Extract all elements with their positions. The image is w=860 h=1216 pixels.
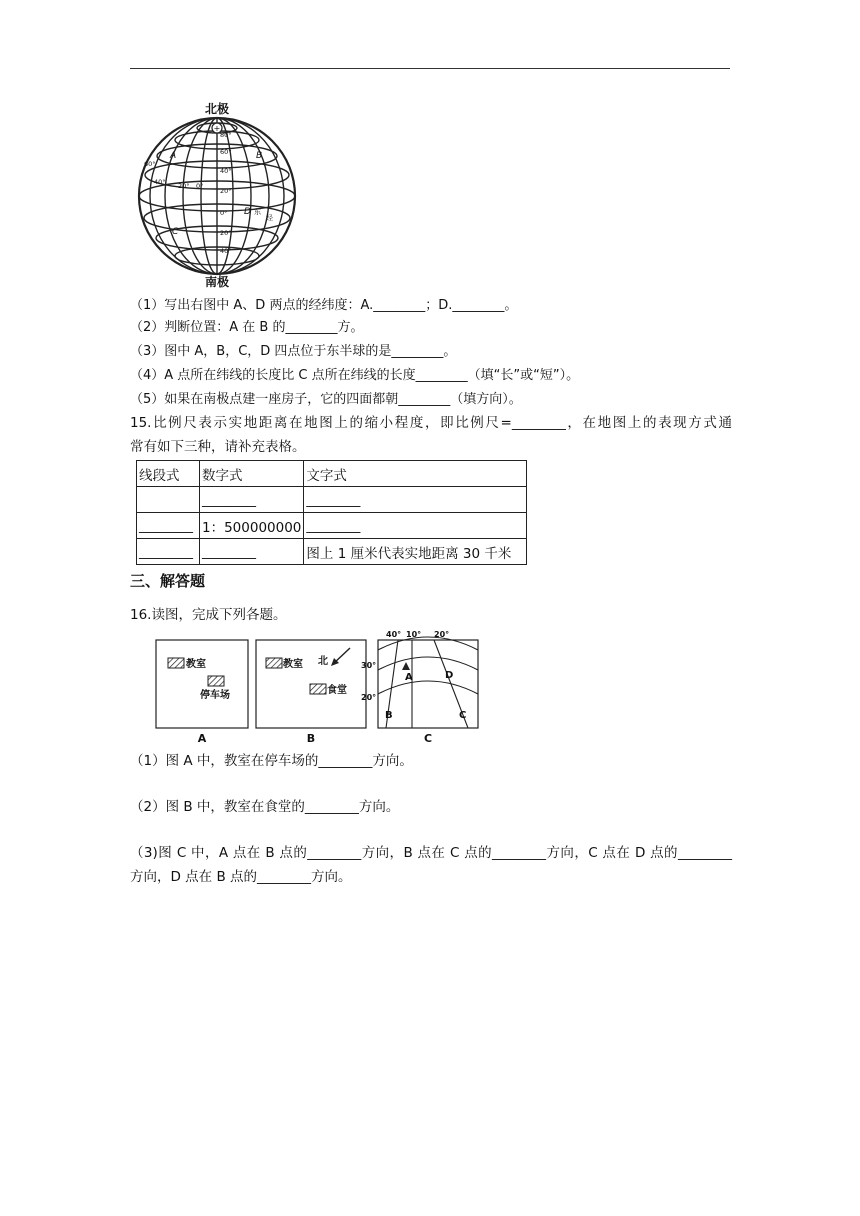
table-header-cell: 线段式 [137, 461, 200, 487]
table-cell: ________ [200, 539, 304, 565]
globe-long-label: 经 [266, 214, 273, 222]
table-cell [137, 487, 200, 513]
globe-point-a: A [170, 151, 177, 161]
globe-lat-label: 20° [220, 187, 232, 195]
fig-b-canteen: 食堂 [327, 685, 347, 696]
table-header-row [137, 461, 527, 487]
table-row [137, 487, 527, 513]
north-pole-label: 北极 [204, 102, 230, 116]
table-cell: 图上 1 厘米代表实地距离 30 千米 [304, 539, 527, 565]
globe-lat-label: 40° [220, 247, 232, 255]
fig-c-point-d: D [445, 670, 454, 681]
table-cell: ________ [137, 539, 200, 565]
q14-item-3: （3）图中 A，B，C，D 四点位于东半球的是________。 [130, 344, 457, 359]
globe-lon-label: 20° [178, 182, 190, 190]
globe-point-d: D [244, 207, 251, 217]
scale-table [136, 460, 527, 565]
table-header-cell: 数字式 [200, 461, 304, 487]
globe-point-b: B [256, 151, 263, 161]
globe-east-label: 东 [254, 208, 261, 216]
globe-lon-label: 0° [196, 182, 204, 190]
fig-c-caption: C [423, 732, 433, 745]
fig-a-parking: 停车场 [200, 690, 230, 701]
svg-text:+: + [213, 124, 221, 133]
globe-lat-label: 40° [220, 167, 232, 175]
fig-c-left-label: 20° [361, 693, 377, 702]
q16-item-3-line-1: （3)图 C 中，A 点在 B 点的________方向，B 点在 C 点的________方向，C 点在 D 点的________ [130, 845, 732, 861]
fig-c-point-c: C [459, 710, 467, 721]
section-title: 三、解答题 [130, 572, 206, 590]
header-rule [130, 68, 730, 69]
table-cell: ________ [304, 487, 527, 513]
globe-lat-label: 60° [220, 148, 232, 156]
table-header-cell: 文字式 [304, 461, 527, 487]
south-pole-label: 南极 [204, 275, 230, 289]
q14-item-2: （2）判断位置：A 在 B 的________方。 [130, 320, 364, 335]
table-row [137, 539, 527, 565]
globe-lat-label: 20° [220, 229, 232, 237]
fig-b-classroom: 教室 [283, 659, 303, 670]
fig-b-north: 北 [318, 656, 328, 667]
fig-a-caption: A [197, 732, 207, 745]
fig-c-top-label: 20° [434, 630, 450, 639]
q16-intro: 16.读图，完成下列各题。 [130, 607, 287, 623]
fig-c-top-label: 40° [386, 630, 402, 639]
q16-item-1: （1）图 A 中，教室在停车场的________方向。 [130, 753, 413, 769]
fig-b-caption: B [306, 732, 316, 745]
fig-a-classroom: 教室 [186, 659, 206, 670]
table-cell: 1：500000000 [200, 513, 304, 539]
globe-figure [134, 100, 300, 290]
table-row [137, 513, 527, 539]
globe-lat-label: 0° [220, 209, 228, 217]
table-cell: ________ [137, 513, 200, 539]
fig-c-top-label: 10° [406, 630, 422, 639]
q14-item-1: （1）写出右图中 A、D 两点的经纬度：A.________；D.________。 [130, 298, 518, 313]
globe-lat-label: 40° [154, 178, 166, 186]
globe-point-c: C [172, 227, 179, 237]
q16-item-2: （2）图 B 中，教室在食堂的________方向。 [130, 799, 400, 815]
fig-c-point-b: B [385, 710, 393, 721]
q15-line-1: 15.比例尺表示实地距离在地图上的缩小程度，即比例尺=________，在地图上的表现方式通 [130, 415, 732, 431]
q16-item-3-line-2: 方向，D 点在 B 点的________方向。 [130, 869, 352, 885]
table-cell: ________ [200, 487, 304, 513]
globe-lat-label: 60° [144, 160, 156, 168]
q15-line-2: 常有如下三种，请补充表格。 [130, 439, 306, 455]
direction-figures [150, 630, 530, 748]
fig-c-point-a: A [405, 672, 413, 683]
q14-item-4: （4）A 点所在纬线的长度比 C 点所在纬线的长度________（填“长”或“短”）。 [130, 368, 580, 383]
table-cell: ________ [304, 513, 527, 539]
fig-c-left-label: 30° [361, 661, 377, 670]
q14-item-5: （5）如果在南极点建一座房子，它的四面都朝________（填方向）。 [130, 392, 522, 407]
globe-lat-label: 80° [220, 131, 232, 139]
